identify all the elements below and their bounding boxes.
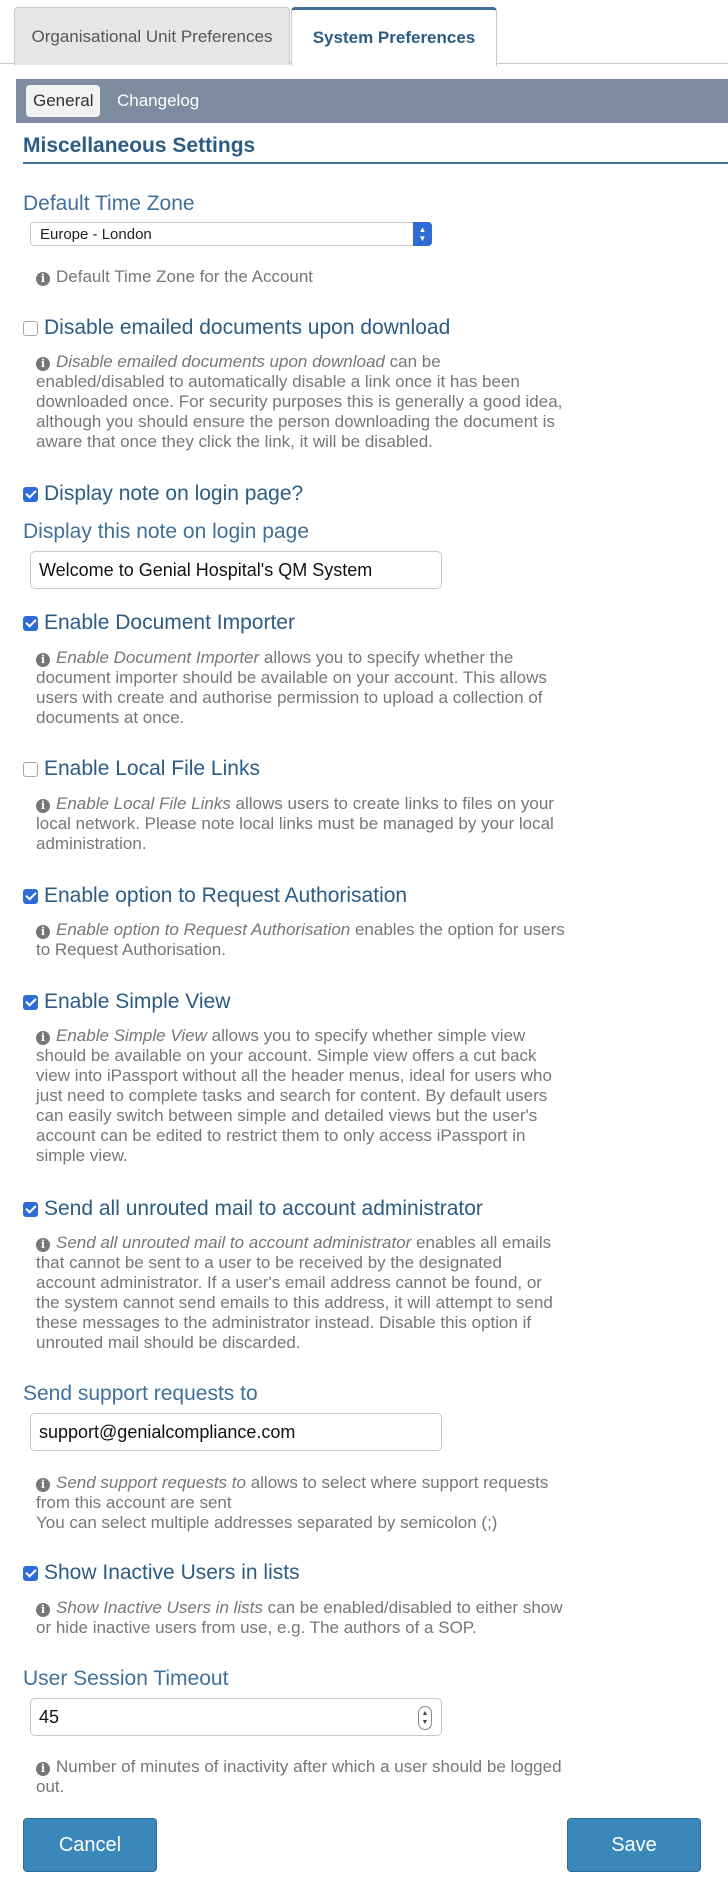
inactive-users-row <box>23 1561 300 1585</box>
help-emphasis: Disable emailed documents upon download <box>56 352 385 371</box>
stepper-arrows-icon[interactable]: ▲ ▼ <box>418 1706 432 1730</box>
timezone-help-text: Default Time Zone for the Account <box>56 267 314 286</box>
info-icon: i <box>36 1762 50 1776</box>
session-timeout-input[interactable] <box>30 1698 442 1736</box>
inactive-users-label[interactable]: Show Inactive Users in lists <box>44 1561 300 1584</box>
help-emphasis: Enable option to Request Authorisation <box>56 920 351 939</box>
help-emphasis: Enable Document Importer <box>56 648 260 667</box>
simple-view-label[interactable]: Enable Simple View <box>44 990 231 1013</box>
doc-importer-help <box>36 648 566 728</box>
session-timeout-value: 45 <box>39 1706 60 1727</box>
section-divider <box>23 162 728 164</box>
display-note-checkbox[interactable] <box>23 487 38 502</box>
disable-emailed-label[interactable]: Disable emailed documents upon download <box>44 316 451 339</box>
login-note-value: Welcome to Genial Hospital's QM System <box>39 559 373 580</box>
doc-importer-checkbox[interactable] <box>23 616 38 631</box>
info-icon: i <box>36 357 50 371</box>
local-links-checkbox[interactable] <box>23 762 38 777</box>
request-auth-help <box>36 920 566 960</box>
support-label: Send support requests to <box>23 1382 258 1405</box>
section-title: Miscellaneous Settings <box>23 134 256 157</box>
cancel-button[interactable]: Cancel <box>23 1818 157 1872</box>
unrouted-mail-row <box>23 1197 483 1221</box>
info-icon: i <box>36 1603 50 1617</box>
help-emphasis: Enable Local File Links <box>56 794 231 813</box>
info-icon: i <box>36 1238 50 1252</box>
info-icon: i <box>36 653 50 667</box>
unrouted-mail-checkbox[interactable] <box>23 1202 38 1217</box>
help-emphasis: Show Inactive Users in lists <box>56 1598 263 1617</box>
preferences-tabs <box>0 0 728 64</box>
select-arrows-icon: ▲ ▼ <box>413 222 432 246</box>
request-auth-label[interactable]: Enable option to Request Authorisation <box>44 884 408 907</box>
disable-emailed-row <box>23 316 450 340</box>
simple-view-help <box>36 1026 566 1166</box>
inactive-users-checkbox[interactable] <box>23 1566 38 1581</box>
help-text: enables the option for users to Request Authorisation. <box>36 920 565 959</box>
unrouted-mail-help <box>36 1233 566 1353</box>
doc-importer-row <box>23 611 295 635</box>
sub-navigation <box>16 79 728 123</box>
tab-organisational-unit-preferences[interactable]: Organisational Unit Preferences <box>14 7 290 65</box>
login-note-label: Display this note on login page <box>23 520 310 543</box>
help-text-line2: You can select multiple addresses separated by semicolon (;) <box>36 1513 498 1532</box>
timezone-select[interactable] <box>30 222 432 246</box>
subnav-changelog[interactable]: Changelog <box>117 91 200 110</box>
info-icon: i <box>36 925 50 939</box>
doc-importer-label[interactable]: Enable Document Importer <box>44 611 295 634</box>
local-links-label[interactable]: Enable Local File Links <box>44 757 260 780</box>
local-links-help <box>36 794 566 854</box>
info-icon: i <box>36 1031 50 1045</box>
tab-system-preferences[interactable]: System Preferences <box>291 7 497 66</box>
timezone-label: Default Time Zone <box>23 192 195 215</box>
request-auth-checkbox[interactable] <box>23 889 38 904</box>
help-emphasis: Enable Simple View <box>56 1026 207 1045</box>
info-icon: i <box>36 799 50 813</box>
help-text: can be enabled/disabled to automatically disable a link once it has been downloaded once. For security purposes this is generally a good idea, although you should ensure the person downloading the document is aware that once they click the link, it will be disabled. <box>36 352 563 451</box>
session-timeout-help <box>36 1757 566 1797</box>
display-note-label[interactable]: Display note on login page? <box>44 482 304 505</box>
help-emphasis: Send support requests to <box>56 1473 246 1492</box>
support-email-input[interactable] <box>30 1413 442 1451</box>
local-links-row <box>23 757 260 781</box>
subnav-general[interactable]: General <box>26 85 100 117</box>
simple-view-checkbox[interactable] <box>23 995 38 1010</box>
request-auth-row <box>23 884 407 908</box>
login-note-input[interactable] <box>30 551 442 589</box>
session-timeout-label: User Session Timeout <box>23 1667 229 1690</box>
save-button[interactable]: Save <box>567 1818 701 1872</box>
help-text: allows you to specify whether the document importer should be available on your account. This allows users with create and authorise permission to upload a collection of documents at once. <box>36 648 547 727</box>
timezone-help <box>36 267 566 287</box>
unrouted-mail-label[interactable]: Send all unrouted mail to account administrator <box>44 1197 483 1220</box>
help-text: enables all emails that cannot be sent to a user to be received by the designated account administrator. If a user's email address cannot be found, or the system cannot send emails to this address, it will attempt to send these messages to the administrator instead. Disable this option if unrouted mail should be discarded. <box>36 1233 553 1352</box>
help-text: allows to select where support requests from this account are sent <box>36 1473 549 1512</box>
info-icon: i <box>36 1478 50 1492</box>
disable-emailed-help <box>36 352 566 452</box>
simple-view-row <box>23 990 230 1014</box>
help-text: allows users to create links to files on your local network. Please note local links must be managed by your local administration. <box>36 794 554 853</box>
display-note-row <box>23 482 303 506</box>
timezone-value: Europe - London <box>40 226 152 243</box>
help-text: allows you to specify whether simple view should be available on your account. Simple view offers a cut back view into iPassport without all the header menus, ideal for users who just need to complete tasks and search for content. By default users can easily switch between simple and detailed views but the user's account can be edited to restrict them to only access iPassport in simple view. <box>36 1026 552 1165</box>
info-icon: i <box>36 272 50 286</box>
session-timeout-help-text: Number of minutes of inactivity after which a user should be logged out. <box>36 1757 562 1796</box>
inactive-users-help <box>36 1598 566 1638</box>
support-email-value: support@genialcompliance.com <box>39 1421 296 1442</box>
help-emphasis: Send all unrouted mail to account administrator <box>56 1233 412 1252</box>
disable-emailed-checkbox[interactable] <box>23 321 38 336</box>
help-text: can be enabled/disabled to either show or hide inactive users from use, e.g. The authors of a SOP. <box>36 1598 563 1637</box>
support-help <box>36 1473 566 1533</box>
